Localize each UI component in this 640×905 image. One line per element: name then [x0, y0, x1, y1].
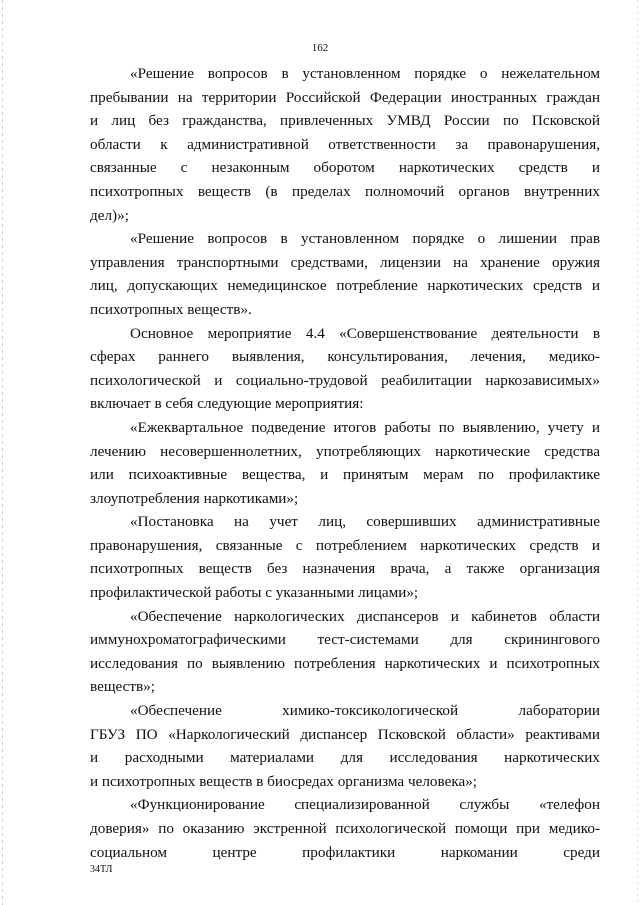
text-line: злоупотребления наркотиками»; [90, 489, 299, 507]
text-line: правонарушения, связанные с потреблением наркотических средств и [90, 536, 600, 554]
text-line: «Функционирование специализированной службы «телефон [130, 796, 600, 814]
text-line: «Решение вопросов в установленном порядке о лишении прав [130, 230, 600, 248]
text-line: веществ»; [90, 678, 155, 696]
text-line: «Решение вопросов в установленном порядке о нежелательном [130, 65, 600, 82]
text-line: психотропных веществ (в пределах полномочий органов внутренних [90, 182, 600, 200]
text-line: включает в себя следующие мероприятия: [90, 395, 364, 413]
text-line: профилактической работы с указанными лицами»; [90, 584, 419, 602]
paragraph [90, 510, 600, 604]
text-line: исследования по выявлению потребления наркотических и психотропных [90, 654, 600, 672]
document-body [90, 62, 600, 864]
paragraph [90, 227, 600, 321]
scan-edge-right [637, 0, 638, 905]
paragraph [90, 793, 600, 864]
text-line: или психоактивные вещества, и принятым мерам по профилактике [90, 466, 600, 484]
text-line: «Обеспечение наркологических диспансеров и кабинетов области [130, 607, 600, 625]
paragraph [90, 322, 600, 416]
text-line: психотропных веществ без назначения врача, а также организация [90, 560, 600, 578]
text-line: лечению несовершеннолетних, употребляющих наркотические средства [90, 442, 600, 460]
page-number: 162 [311, 42, 329, 54]
text-line: пребывании на территории Российской Федерации иностранных граждан [90, 88, 600, 106]
text-line: связанные с незаконным оборотом наркотических средств и [90, 159, 600, 177]
scan-edge-left [2, 0, 3, 905]
text-line: и лиц без гражданства, привлеченных УМВД России по Псковской [90, 112, 600, 130]
text-line: дел)»; [90, 206, 129, 224]
text-line: управления транспортными средствами, лицензии на хранение оружия [90, 253, 600, 271]
text-line: и расходными материалами для исследования наркотических [90, 749, 600, 767]
text-line: «Обеспечение химико-токсикологической лаборатории [130, 702, 600, 720]
text-line: сферах раннего выявления, консультирования, лечения, медико- [90, 348, 600, 366]
text-line: и психотропных веществ в биосредах организма человека»; [90, 772, 478, 790]
text-line: доверия» по оказанию экстренной психологической помощи при медико- [90, 820, 600, 837]
text-line: «Постановка на учет лиц, совершивших административные [130, 513, 600, 531]
footer-code: 34ТЛ [90, 864, 113, 875]
paragraph [90, 605, 600, 699]
text-line: психотропных веществ». [90, 300, 252, 318]
text-line: социальном центре профилактики наркомании среди [90, 843, 600, 861]
text-line: ГБУЗ ПО «Наркологический диспансер Псковской области» реактивами [90, 725, 600, 743]
paragraph [90, 62, 600, 227]
text-line: «Ежеквартальное подведение итогов работы по выявлению, учету и [130, 418, 600, 436]
text-line: Основное мероприятие 4.4 «Совершенствование деятельности в [130, 324, 600, 342]
paragraph [90, 699, 600, 793]
text-line: психологической и социально-трудовой реабилитации наркозависимых» [90, 371, 600, 389]
text-line: иммунохроматографическими тест-системами для скринингового [90, 631, 600, 649]
text-line: лиц, допускающих немедицинское потребление наркотических средств и [90, 277, 600, 295]
text-line: области к административной ответственности за правонарушения, [90, 135, 600, 153]
paragraph [90, 416, 600, 510]
